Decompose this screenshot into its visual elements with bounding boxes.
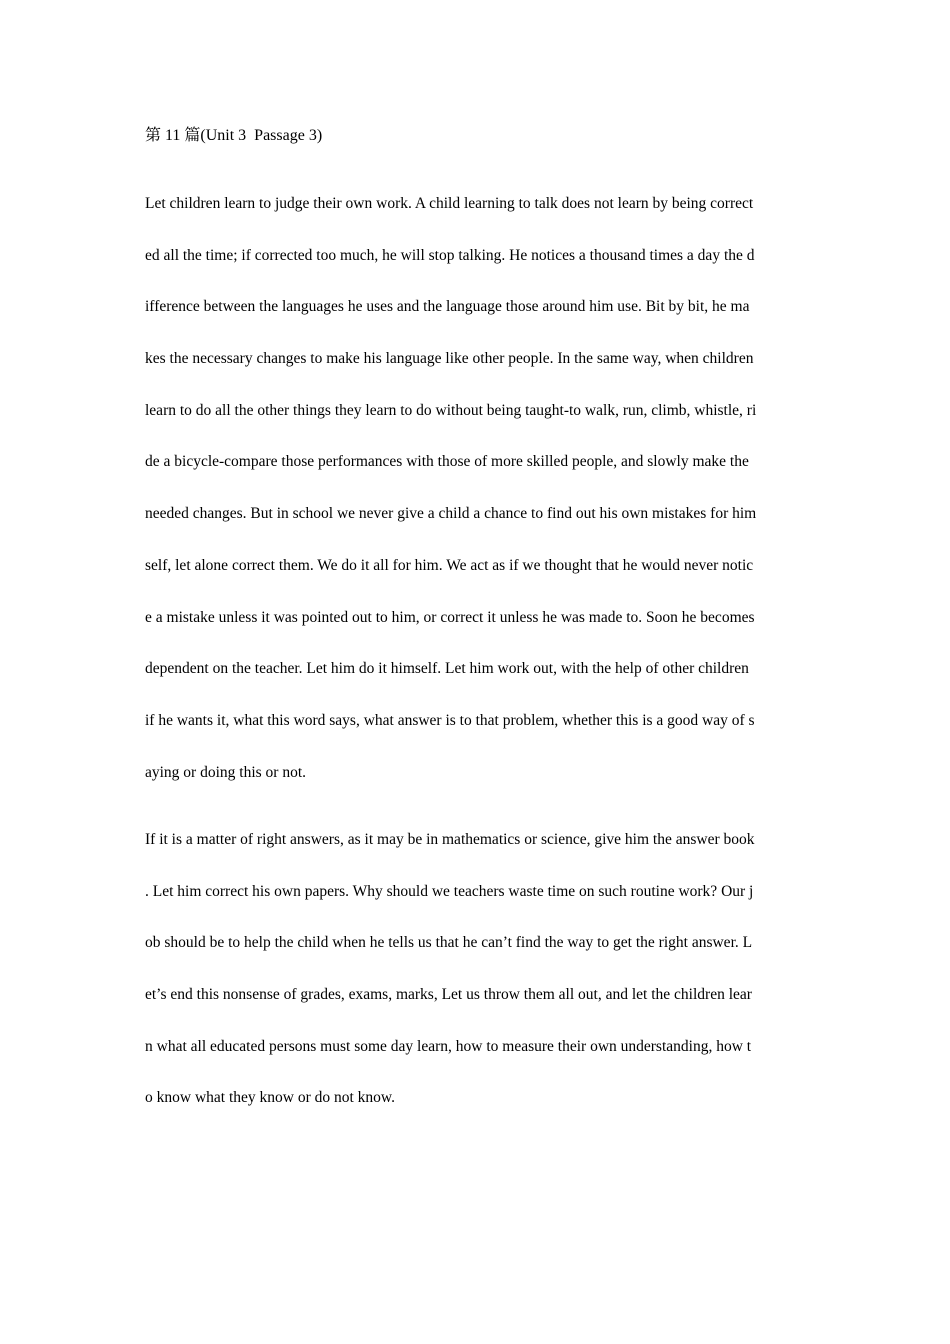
paragraph-line: o know what they know or do not know.: [145, 1089, 395, 1107]
paragraph-line: aying or doing this or not.: [145, 763, 307, 781]
paragraph-1: [145, 194, 825, 814]
paragraph-line: needed changes. But in school we never give a child a chance to find out his own mistakes for him: [145, 505, 757, 523]
paragraph-line: self, let alone correct them. We do it all for him. We act as if we thought that he would never notic: [145, 556, 754, 574]
paragraph-line: if he wants it, what this word says, what answer is to that problem, whether this is a good way of s: [145, 711, 755, 729]
paragraph-line: de a bicycle-compare those performances with those of more skilled people, and slowly make the: [145, 453, 749, 471]
paragraph-line: Let children learn to judge their own work. A child learning to talk does not learn by being correct: [145, 195, 754, 212]
paragraph-line: dependent on the teacher. Let him do it himself. Let him work out, with the help of other children: [145, 660, 749, 678]
paragraph-line: If it is a matter of right answers, as it may be in mathematics or science, give him the answer book: [145, 831, 755, 848]
paragraph-line: ob should be to help the child when he tells us that he can’t find the way to get the right answer. L: [145, 934, 753, 952]
paragraph-line: learn to do all the other things they learn to do without being taught-to walk, run, climb, whistle, ri: [145, 401, 757, 419]
paragraph-line: . Let him correct his own papers. Why should we teachers waste time on such routine work? Our j: [145, 882, 754, 900]
paragraph-line: n what all educated persons must some day learn, how to measure their own understanding, how t: [145, 1037, 752, 1055]
document-title: 第 11 篇(Unit 3 Passage 3): [145, 127, 323, 144]
paragraph-line: e a mistake unless it was pointed out to him, or correct it unless he was made to. Soon he becomes: [145, 608, 755, 626]
paragraph-2: [145, 830, 825, 1140]
paragraph-line: et’s end this nonsense of grades, exams, marks, Let us throw them all out, and let the children lear: [145, 986, 752, 1004]
paragraph-line: kes the necessary changes to make his language like other people. In the same way, when children: [145, 350, 754, 368]
paragraph-line: ed all the time; if corrected too much, he will stop talking. He notices a thousand times a day the d: [145, 246, 755, 264]
paragraph-line: ifference between the languages he uses and the language those around him use. Bit by bit, he ma: [145, 298, 750, 316]
